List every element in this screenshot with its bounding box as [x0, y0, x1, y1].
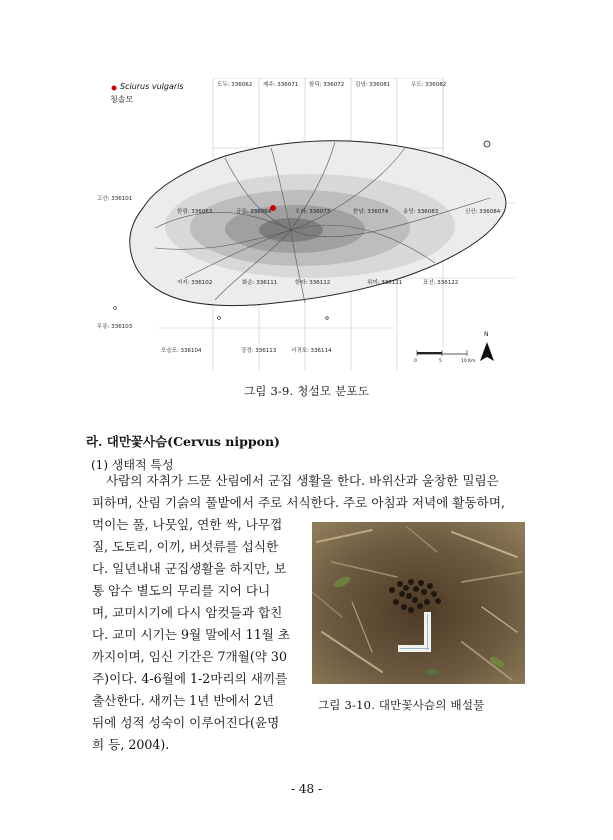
paragraph-line: 사람의 자취가 드문 산림에서 군집 생활을 한다. 바위산과 울창한 밀림은: [106, 473, 499, 488]
legend-marker: [112, 86, 117, 91]
paragraph-line: 통 암수 별도의 무리를 지어 다니: [92, 583, 271, 598]
droppings-photo: [312, 522, 525, 684]
grid-label: 도두: 336062: [217, 82, 253, 88]
scale-bar: [417, 350, 467, 356]
grid-label: 한남: 336074: [353, 209, 389, 215]
grid-label: 신산: 336084: [465, 209, 501, 215]
paragraph-line: 까지이며, 임신 기간은 7개월(약 30: [92, 649, 287, 664]
scale-label: 0: [414, 359, 417, 364]
paragraph-line: 먹이는 풀, 나뭇잎, 연한 싹, 나무껍: [92, 517, 283, 532]
distribution-map: [95, 78, 515, 370]
north-label: N: [484, 331, 489, 338]
grid-label: 저지: 336102: [177, 280, 213, 286]
paragraph-line: 피하며, 산림 기슭의 풀밭에서 주로 서식한다. 주로 아침과 저녁에 활동하며,: [92, 495, 506, 510]
paragraph-line: 며, 교미시기에 다시 암컷들과 합친: [92, 605, 283, 620]
north-arrow-icon: [480, 342, 494, 361]
paragraph-line: 뒤에 성적 성숙이 이루어진다(윤명: [92, 715, 280, 730]
grid-label: 우도: 336082: [411, 82, 447, 88]
page-number: - 48 -: [290, 782, 322, 796]
grid-label: 송당: 336083: [403, 209, 439, 215]
grid-label: 고산: 336101: [97, 196, 133, 202]
grid-label: 제주: 336071: [263, 82, 299, 88]
paragraph-line: 다. 일년내내 군집생활을 하지만, 보: [92, 561, 287, 576]
paragraph-line: 질, 도토리, 이끼, 버섯류를 섭식한: [92, 539, 279, 554]
grid-label: 함덕: 336072: [309, 82, 345, 88]
grid-label: 위미: 336121: [367, 280, 403, 286]
paragraph-line: 다. 교미 시기는 9월 말에서 11월 초: [92, 627, 291, 642]
figure-3-9-caption: 그림 3-9. 청설모 분포도: [243, 384, 369, 398]
grid-label: 강정: 336113: [241, 348, 277, 354]
grid-label: 오라: 336073: [295, 209, 331, 215]
grid-label: 화순: 336111: [242, 280, 278, 286]
section-heading: 라. 대만꽃사슴(Cervus nippon): [86, 434, 280, 449]
grid-label: 김녕: 336081: [355, 82, 391, 88]
map-graphic: [95, 78, 515, 370]
grid-label: 한림: 336063: [177, 209, 213, 215]
paragraph-line: 주)이다. 4-6월에 1-2마리의 새끼를: [92, 671, 288, 686]
legend-korean: 청솔모: [110, 95, 134, 104]
grid-label: 모슬포: 336104: [161, 348, 202, 354]
scale-label: 5: [439, 359, 442, 364]
grid-label: 서귀포: 336114: [291, 348, 332, 354]
grid-label: 표선: 336122: [423, 280, 459, 286]
grid-label: 무릉: 336103: [97, 324, 133, 330]
grid-label: 한라: 336112: [295, 280, 331, 286]
figure-3-10-caption: 그림 3-10. 대만꽃사슴의 배설물: [318, 698, 485, 712]
grid-label: 금릉: 336064: [236, 209, 272, 215]
paragraph-line: 출산한다. 새끼는 1년 반에서 2년: [92, 693, 275, 708]
legend-species: Sciurus vulgaris: [120, 82, 184, 91]
subheading: (1) 생태적 특성: [91, 458, 174, 472]
scale-label: 10 Km: [461, 359, 476, 364]
paragraph-line: 희 등, 2004).: [92, 737, 170, 752]
